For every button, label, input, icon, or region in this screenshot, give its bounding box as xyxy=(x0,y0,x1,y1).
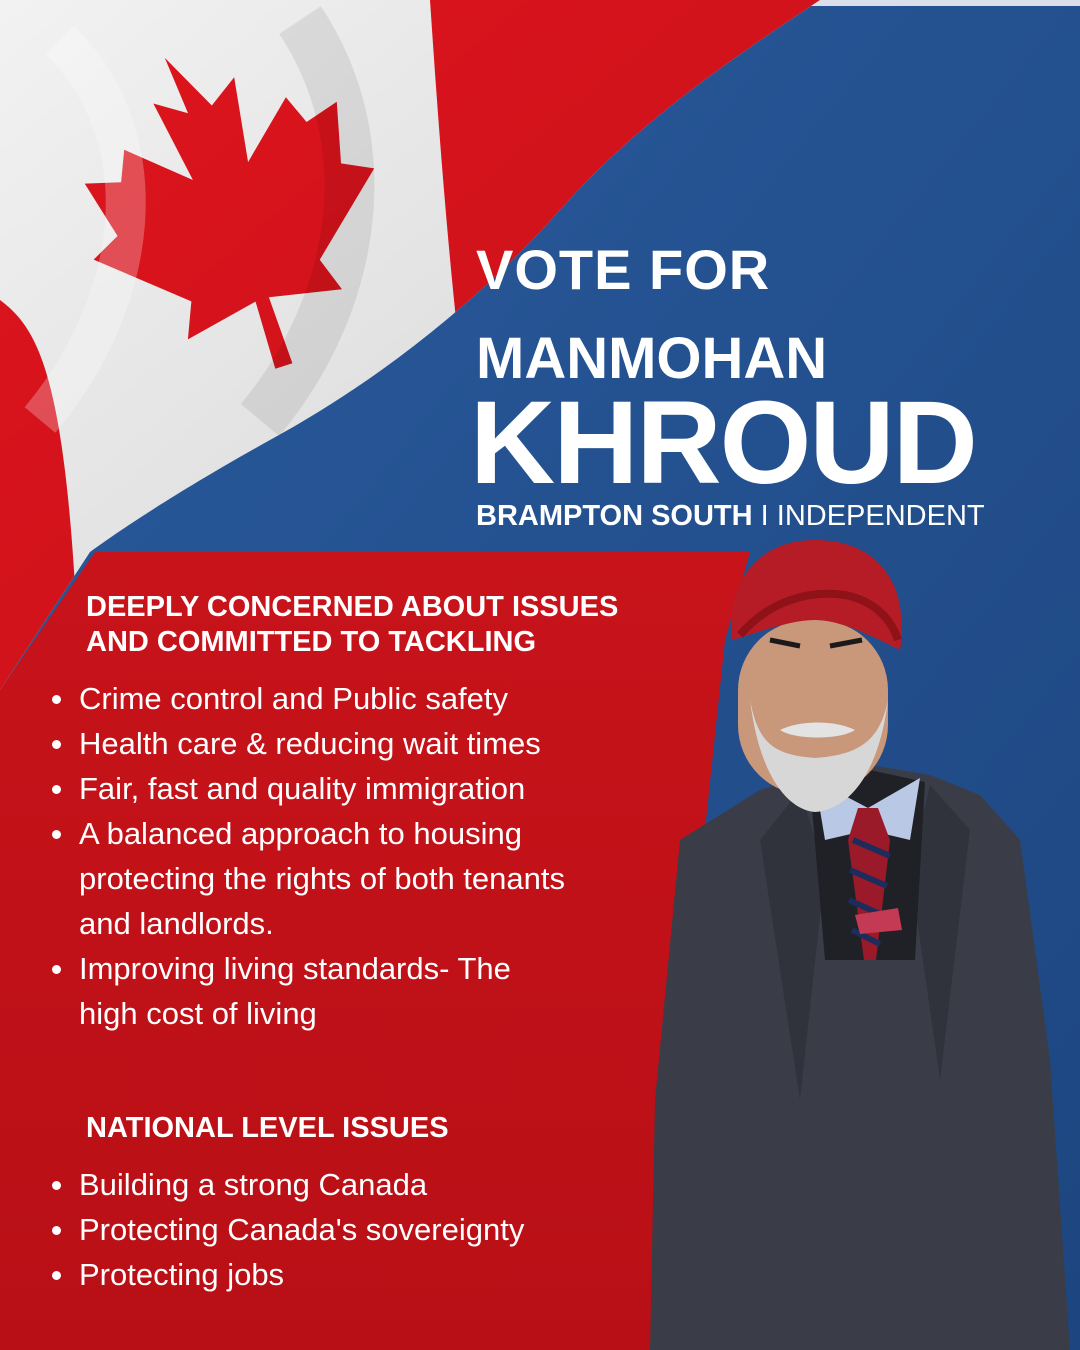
local-issues-list xyxy=(50,676,640,1036)
affiliation: INDEPENDENT xyxy=(776,500,985,532)
list-item: Improving living standards- The high cost of living xyxy=(50,946,539,1036)
list-item: Protecting Canada's sovereignty xyxy=(50,1207,640,1252)
list-item: Protecting jobs xyxy=(50,1252,640,1297)
section1-heading-line2: AND COMMITTED TO TACKLING xyxy=(86,626,536,658)
riding-name: BRAMPTON SOUTH xyxy=(476,500,753,532)
riding-affiliation-line xyxy=(476,498,985,534)
candidate-first-name: MANMOHAN xyxy=(476,326,828,391)
headline-vote-for: VOTE FOR xyxy=(476,238,771,301)
section2-heading: NATIONAL LEVEL ISSUES xyxy=(86,1112,449,1144)
list-item: Building a strong Canada xyxy=(50,1162,640,1207)
list-item: Fair, fast and quality immigration xyxy=(50,766,640,811)
list-item: Health care & reducing wait times xyxy=(50,721,549,766)
national-issues-list xyxy=(50,1162,640,1297)
candidate-last-name: KHROUD xyxy=(470,377,976,509)
section1-heading-line1: DEEPLY CONCERNED ABOUT ISSUES xyxy=(86,591,619,623)
separator: I xyxy=(760,500,769,532)
candidate-photo xyxy=(640,540,1080,1350)
list-item: Crime control and Public safety xyxy=(50,676,640,721)
list-item: A balanced approach to housing protecting the rights of both tenants and landlords. xyxy=(50,811,619,946)
section1-heading xyxy=(86,590,706,660)
